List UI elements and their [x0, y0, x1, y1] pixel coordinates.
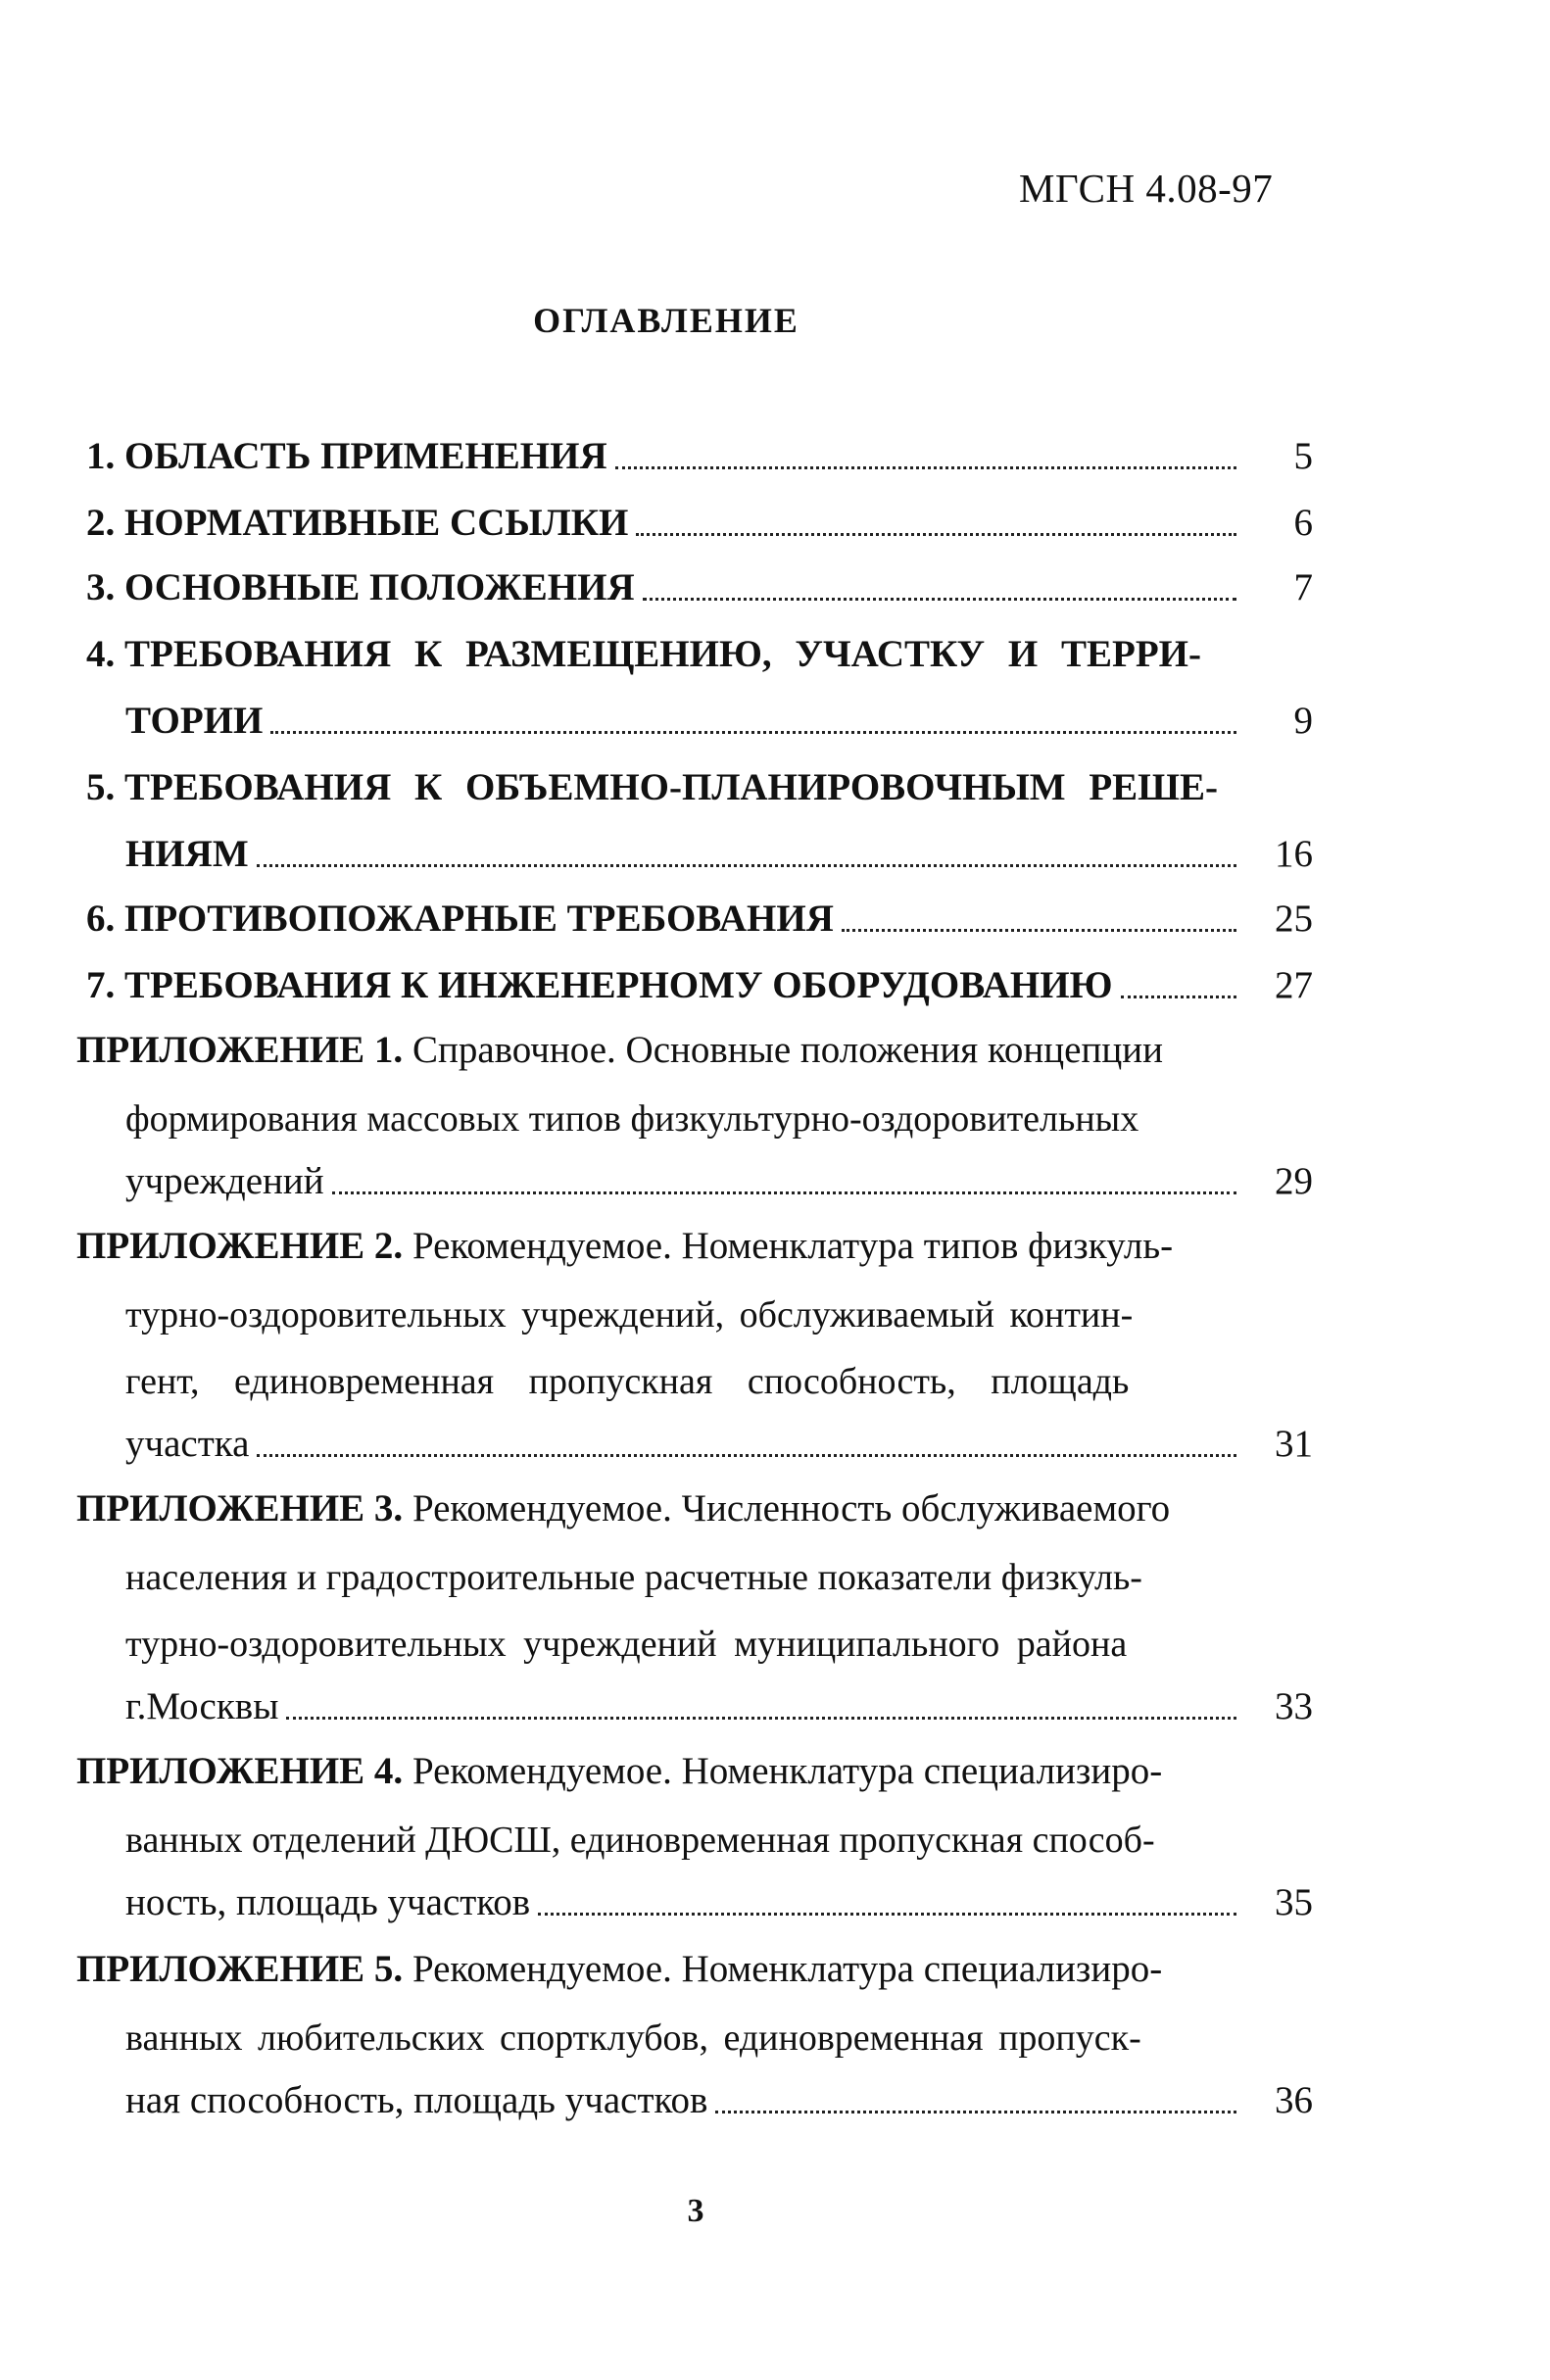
- footer-page-number: 3: [687, 2193, 704, 2229]
- section-title: ТРЕБОВАНИЯ К ОБЪЕМНО-ПЛАНИРОВОЧНЫМ РЕШЕ-: [124, 766, 1219, 808]
- toc-entry-2[interactable]: [86, 504, 1313, 542]
- appendix-2-line4[interactable]: [125, 1425, 1313, 1463]
- toc-entry-4-line2[interactable]: [125, 702, 1313, 740]
- leader-dots: [615, 466, 1236, 469]
- section-title: ОБЛАСТЬ ПРИМЕНЕНИЯ: [124, 435, 607, 477]
- document-code: МГСН 4.08-97: [1019, 166, 1274, 211]
- leader-dots: [842, 929, 1236, 932]
- page-number: 25: [1275, 898, 1313, 940]
- appendix-2-line1[interactable]: [76, 1227, 1313, 1265]
- toc-title: ОГЛАВЛЕНИЕ: [533, 301, 799, 340]
- appendix-2-line2: турно-оздоровительных учреждений, обслуживаемый контин-: [125, 1294, 1134, 1336]
- section-number: 1.: [86, 435, 116, 477]
- appendix-text: Справочное. Основные положения концепции: [412, 1029, 1163, 1071]
- appendix-3-line2: населения и градостроительные расчетные показатели физкуль-: [125, 1557, 1142, 1598]
- section-title: ТРЕБОВАНИЯ К РАЗМЕЩЕНИЮ, УЧАСТКУ И ТЕРРИ-: [124, 633, 1201, 675]
- appendix-5-line3[interactable]: [125, 2081, 1313, 2119]
- appendix-text: участка: [125, 1423, 250, 1465]
- page-number: 35: [1275, 1881, 1313, 1923]
- toc-entry-6[interactable]: [86, 899, 1313, 938]
- leader-dots: [257, 864, 1236, 867]
- page-number: 27: [1275, 964, 1313, 1006]
- appendix-text: Рекомендуемое. Номенклатура специализиро-: [412, 1948, 1163, 1990]
- section-number: 4.: [86, 633, 116, 675]
- leader-dots: [1121, 996, 1237, 998]
- toc-entry-5-line2[interactable]: [125, 835, 1313, 873]
- leader-dots: [286, 1717, 1236, 1720]
- section-number: 2.: [86, 502, 116, 544]
- toc-entry-1[interactable]: [86, 437, 1313, 475]
- section-number: 6.: [86, 898, 116, 940]
- toc-entry-7[interactable]: [86, 966, 1313, 1004]
- appendix-label: ПРИЛОЖЕНИЕ 4.: [76, 1750, 404, 1792]
- page-number: 6: [1293, 502, 1313, 544]
- section-title-continued: НИЯМ: [125, 833, 249, 875]
- appendix-4-line1[interactable]: [76, 1752, 1313, 1790]
- section-title: НОРМАТИВНЫЕ ССЫЛКИ: [124, 502, 629, 544]
- appendix-text: Рекомендуемое. Численность обслуживаемого: [412, 1487, 1171, 1530]
- appendix-1-line3[interactable]: [125, 1162, 1313, 1200]
- appendix-text: учреждений: [125, 1160, 324, 1202]
- leader-dots: [270, 731, 1236, 734]
- leader-dots: [643, 598, 1236, 601]
- appendix-4-line2: ванных отделений ДЮСШ, единовременная пропускная способ-: [125, 1820, 1155, 1861]
- section-title: ОСНОВНЫЕ ПОЛОЖЕНИЯ: [124, 566, 635, 608]
- toc-entry-5-line1[interactable]: [86, 768, 1313, 806]
- appendix-text: Рекомендуемое. Номенклатура специализиро-: [412, 1750, 1163, 1792]
- appendix-3-line3: турно-оздоровительных учреждений муниципального района: [125, 1624, 1128, 1665]
- appendix-label: ПРИЛОЖЕНИЕ 5.: [76, 1948, 404, 1990]
- appendix-1-line1[interactable]: [76, 1031, 1313, 1069]
- leader-dots: [332, 1191, 1236, 1194]
- page-number: 36: [1275, 2079, 1313, 2121]
- appendix-3-line1[interactable]: [76, 1489, 1313, 1528]
- appendix-text: ность, площадь участков: [125, 1881, 531, 1923]
- appendix-text: г.Москвы: [125, 1685, 279, 1727]
- section-title: ТРЕБОВАНИЯ К ИНЖЕНЕРНОМУ ОБОРУДОВАНИЮ: [124, 964, 1113, 1006]
- appendix-2-line3: гент, единовременная пропускная способность, площадь: [125, 1361, 1130, 1402]
- page-number: 29: [1275, 1160, 1313, 1202]
- page-number: 33: [1275, 1685, 1313, 1727]
- appendix-text: Рекомендуемое. Номенклатура типов физкуль-: [412, 1225, 1174, 1267]
- appendix-4-line3[interactable]: [125, 1883, 1313, 1921]
- section-number: 3.: [86, 566, 116, 608]
- toc-entry-3[interactable]: [86, 568, 1313, 607]
- section-number: 5.: [86, 766, 116, 808]
- section-title-continued: ТОРИИ: [125, 700, 264, 742]
- appendix-text: ная способность, площадь участков: [125, 2079, 708, 2121]
- appendix-5-line2: ванных любительских спортклубов, единовременная пропуск-: [125, 2017, 1141, 2059]
- leader-dots: [538, 1913, 1236, 1916]
- appendix-label: ПРИЛОЖЕНИЕ 1.: [76, 1029, 404, 1071]
- appendix-1-line2: формирования массовых типов физкультурно-оздоровительных: [125, 1098, 1139, 1140]
- appendix-3-line4[interactable]: [125, 1687, 1313, 1725]
- leader-dots: [636, 533, 1236, 536]
- page-number: 16: [1275, 833, 1313, 875]
- leader-dots: [257, 1454, 1236, 1457]
- appendix-label: ПРИЛОЖЕНИЕ 2.: [76, 1225, 404, 1267]
- appendix-label: ПРИЛОЖЕНИЕ 3.: [76, 1487, 404, 1530]
- appendix-5-line1[interactable]: [76, 1950, 1313, 1988]
- page-number: 9: [1293, 700, 1313, 742]
- page-number: 5: [1293, 435, 1313, 477]
- section-title: ПРОТИВОПОЖАРНЫЕ ТРЕБОВАНИЯ: [124, 898, 834, 940]
- page-number: 31: [1275, 1423, 1313, 1465]
- leader-dots: [715, 2111, 1236, 2113]
- toc-entry-4-line1[interactable]: [86, 635, 1313, 673]
- section-number: 7.: [86, 964, 116, 1006]
- page-number: 7: [1293, 566, 1313, 608]
